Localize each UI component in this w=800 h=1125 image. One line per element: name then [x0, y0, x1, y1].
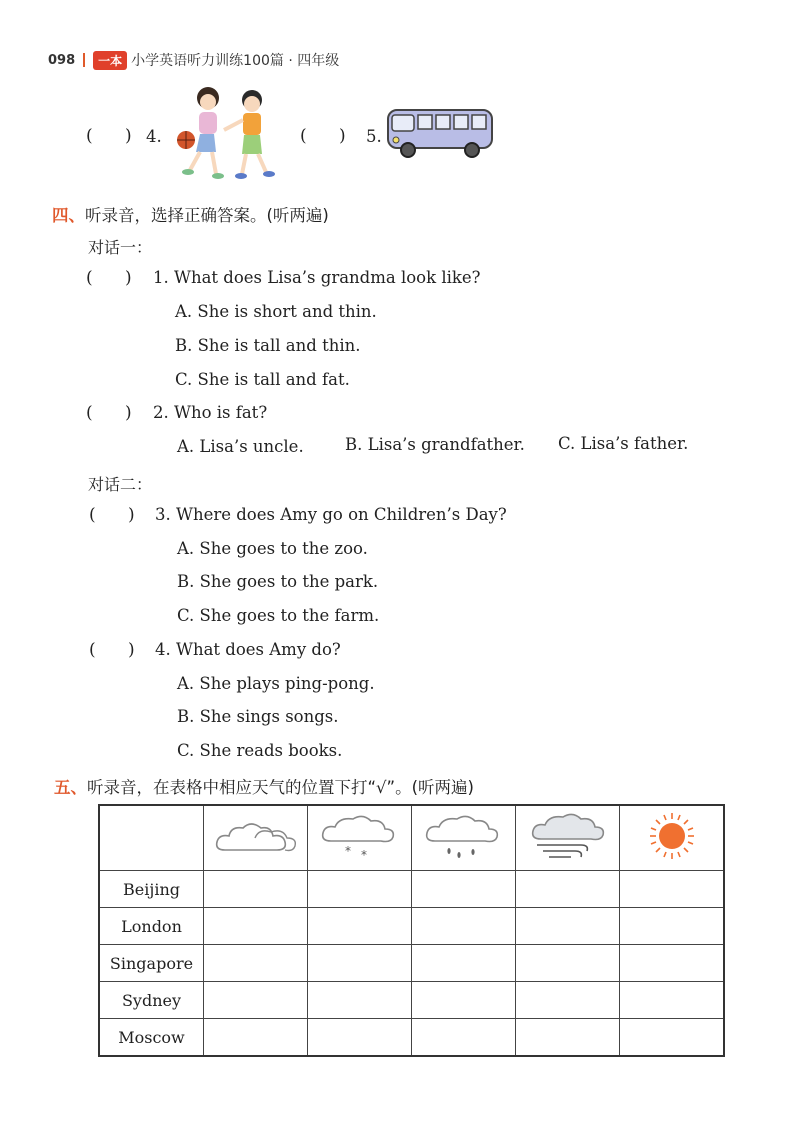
- check-cell[interactable]: [204, 1019, 308, 1057]
- check-cell[interactable]: [204, 982, 308, 1019]
- check-cell[interactable]: [204, 908, 308, 945]
- sunny-icon: [620, 805, 725, 871]
- check-cell[interactable]: [412, 908, 516, 945]
- option-c: C. She goes to the farm.: [177, 606, 380, 625]
- check-cell[interactable]: [308, 945, 412, 982]
- section5-number: 五、: [54, 778, 87, 797]
- answer-bracket[interactable]: ( ): [86, 126, 132, 146]
- section4-title: [52, 202, 329, 226]
- city-cell: Moscow: [99, 1019, 204, 1057]
- check-cell[interactable]: [516, 908, 620, 945]
- option-c: C. She reads books.: [177, 741, 343, 760]
- book-title: 小学英语听力训练100篇 · 四年级: [131, 53, 340, 69]
- option-b: B. Lisa’s grandfather.: [345, 435, 525, 454]
- option-b: B. She sings songs.: [177, 707, 339, 726]
- check-cell[interactable]: [620, 1019, 725, 1057]
- svg-text:*: *: [344, 844, 351, 858]
- page-number: 098: [48, 52, 76, 68]
- page-header: [48, 48, 339, 72]
- answer-bracket[interactable]: ( ): [86, 268, 132, 288]
- cloudy-icon: [204, 805, 308, 871]
- rainy-icon: [412, 805, 516, 871]
- weather-icon-row: [99, 805, 724, 871]
- question-2: 2. Who is fat?: [153, 403, 268, 422]
- answer-bracket[interactable]: ( ): [86, 403, 132, 423]
- check-cell[interactable]: [620, 871, 725, 908]
- snowy-icon: [308, 805, 412, 871]
- section4-number: 四、: [52, 206, 85, 225]
- question-4: 4. What does Amy do?: [155, 640, 341, 659]
- check-cell[interactable]: [204, 945, 308, 982]
- check-cell[interactable]: [308, 982, 412, 1019]
- option-a: A. She goes to the zoo.: [177, 539, 368, 558]
- svg-text:*: *: [360, 848, 367, 861]
- check-cell[interactable]: [516, 945, 620, 982]
- option-a: A. She is short and thin.: [175, 302, 377, 321]
- table-row: [99, 982, 724, 1019]
- answer-bracket[interactable]: ( ): [89, 640, 135, 660]
- question-1: 1. What does Lisa’s grandma look like?: [153, 268, 481, 287]
- dialogue1-label: 对话一：: [88, 238, 153, 257]
- check-cell[interactable]: [412, 982, 516, 1019]
- answer-bracket[interactable]: ( ): [89, 505, 135, 525]
- option-a: A. Lisa’s uncle.: [177, 437, 304, 456]
- check-cell[interactable]: [412, 1019, 516, 1057]
- check-cell[interactable]: [308, 908, 412, 945]
- section5-instruction: 听录音，在表格中相应天气的位置下打“√”。(听两遍): [87, 778, 474, 797]
- table-row: [99, 1019, 724, 1057]
- check-cell[interactable]: [412, 945, 516, 982]
- section4-instruction: 听录音，选择正确答案。(听两遍): [85, 206, 329, 225]
- header-divider: [83, 53, 85, 67]
- option-a: A. She plays ping-pong.: [177, 674, 375, 693]
- check-cell[interactable]: [516, 871, 620, 908]
- answer-bracket[interactable]: ( ): [300, 126, 346, 146]
- check-cell[interactable]: [308, 1019, 412, 1057]
- city-cell: Beijing: [99, 871, 204, 908]
- dialogue2-label: 对话二：: [88, 475, 153, 494]
- table-row: [99, 945, 724, 982]
- question-3: 3. Where does Amy go on Children’s Day?: [155, 505, 507, 524]
- item-number: 4.: [146, 127, 162, 146]
- windy-icon: [516, 805, 620, 871]
- check-cell[interactable]: [204, 871, 308, 908]
- brand-logo: 一本: [93, 51, 127, 70]
- check-cell[interactable]: [516, 1019, 620, 1057]
- option-c: C. Lisa’s father.: [558, 434, 689, 453]
- check-cell[interactable]: [308, 871, 412, 908]
- section5-title: [54, 774, 474, 798]
- table-row: [99, 908, 724, 945]
- option-c: C. She is tall and fat.: [175, 370, 350, 389]
- item-number: 5.: [366, 127, 382, 146]
- check-cell[interactable]: [516, 982, 620, 1019]
- corner-cell: [99, 805, 204, 871]
- option-b: B. She goes to the park.: [177, 572, 379, 591]
- option-b: B. She is tall and thin.: [175, 336, 361, 355]
- city-cell: London: [99, 908, 204, 945]
- table-row: [99, 871, 724, 908]
- city-cell: Singapore: [99, 945, 204, 982]
- check-cell[interactable]: [620, 982, 725, 1019]
- check-cell[interactable]: [620, 945, 725, 982]
- check-cell[interactable]: [412, 871, 516, 908]
- check-cell[interactable]: [620, 908, 725, 945]
- weather-table: [98, 804, 725, 1057]
- children-basketball-picture: [166, 82, 281, 186]
- bus-picture: [384, 104, 496, 160]
- city-cell: Sydney: [99, 982, 204, 1019]
